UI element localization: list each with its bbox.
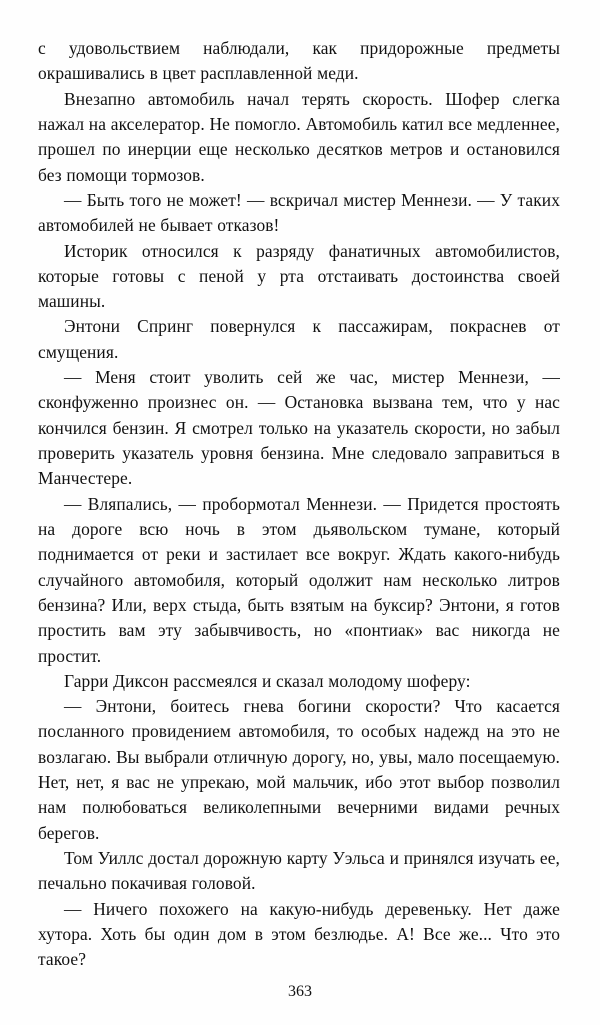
paragraph: Историк относился к разряду фанатичных автомобилистов, которые готовы с пеной у рта отстаивать достоинства своей машины. [38, 240, 560, 312]
page-number: 363 [288, 983, 312, 1000]
paragraph: Внезапно автомобиль начал терять скорость. Шофер слегка нажал на акселератор. Не помогло. Автомобиль катил все медленнее, прошел по инерции еще несколько десятков метров и остановился без помощи тормозов. [38, 88, 560, 185]
paragraph: Энтони Спринг повернулся к пассажирам, покраснев от смущения. [38, 316, 560, 362]
paragraph: — Вляпались, — пробормотал Меннези. — Придется простоять на дороге всю ночь в этом дьявольском тумане, который поднимается от реки и застилает все вокруг. Ждать какого-нибудь случайного автомобиля, который одолжит нам несколько литров бензина? Или, верх стыда, быть взятым на буксир? Энтони, я готов простить вам эту забывчивость, но «понтиак» вас никогда не простит. [38, 493, 560, 666]
paragraph: — Быть того не может! — вскричал мистер Меннези. — У таких автомобилей не бывает отказов! [38, 189, 560, 236]
paragraph: — Энтони, боитесь гнева богини скорости? Что касается посланного провидением автомобиля, то особых надежд на это не возлагаю. Вы выбрали отличную дорогу, но, увы, мало посещаемую. Нет, нет, я вас не упрекаю, мой мальчик, ибо этот выбор позволил нам полюбоваться великолепными вечерними видами речных берегов. [38, 696, 560, 843]
paragraph: — Меня стоит уволить сей же час, мистер Меннези, — сконфуженно произнес он. — Остановка вызвана тем, что у нас кончился бензин. Я смотрел только на указатель скорости, но забыл проверить указатель уровня бензина. Мне следовало заправиться в Манчестере. [38, 367, 560, 489]
paragraph: с удовольствием наблюдали, как придорожные предметы окрашивались в цвет расплавленной меди. [38, 38, 560, 84]
paragraph: Гарри Диксон рассмеялся и сказал молодому шоферу: [64, 670, 471, 691]
paragraph: Том Уиллс достал дорожную карту Уэльса и принялся изучать ее, печально покачивая головой. [38, 848, 560, 894]
page-body [38, 36, 560, 973]
paragraph: — Ничего похожего на какую-нибудь деревеньку. Нет даже хутора. Хоть бы один дом в этом безлюдье. А! Все же... Что это такое? [38, 898, 560, 970]
